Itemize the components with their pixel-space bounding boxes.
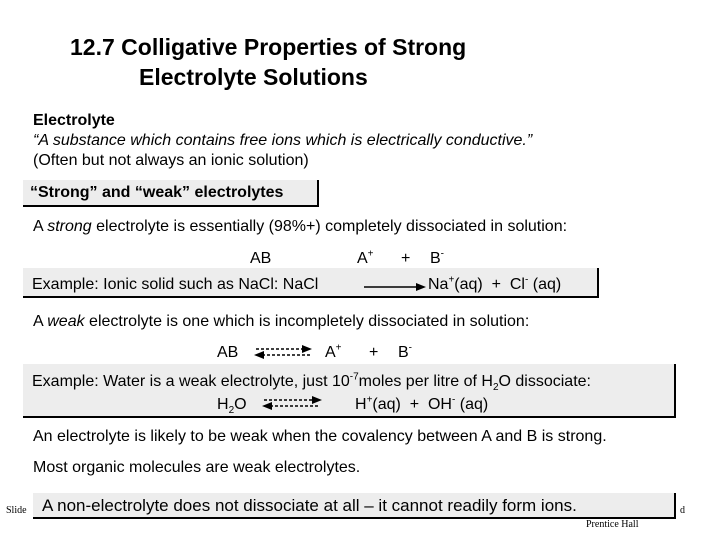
slide-title-line2: Electrolyte Solutions [139, 64, 368, 90]
strong-example-arrow [364, 281, 426, 293]
covalency-note: An electrolyte is likely to be weak when the covalency between A and B is strong. [33, 428, 607, 445]
weak-plus: + [369, 344, 379, 361]
weak-definition: A weak electrolyte is one which is incompletely dissociated in solution: [33, 313, 530, 330]
organic-note: Most organic molecules are weak electrolytes. [33, 459, 361, 476]
strong-reactant: AB [250, 250, 272, 267]
strong-definition: A strong electrolyte is essentially (98%+) completely dissociated in solution: [33, 218, 568, 235]
footer-publisher: Prentice Hall [586, 519, 639, 530]
footer-right-fragment: d [680, 505, 685, 516]
strong-example-products: Na+(aq) + Cl- (aq) [428, 274, 562, 293]
weak-reactant: AB [217, 344, 239, 361]
water-example-text: Example: Water is a weak electrolyte, just $10^{-7}moles$ per litre of $H_2O$ dissociate: [32, 371, 591, 394]
water-reactant: $H_2O$ [217, 396, 247, 417]
definition-note: (Often but not always an ionic solution) [33, 152, 309, 169]
definition-term: Electrolyte [33, 112, 115, 129]
slide-title: 12.7 Colligative Properties of Strong [70, 34, 467, 60]
footer-slide-label: Slide [6, 505, 27, 516]
weak-product-a: A+ [325, 342, 342, 361]
strong-example-label: Example: Ionic solid such as NaCl: NaCl [32, 276, 319, 293]
water-equilibrium-arrow [262, 395, 322, 411]
definition-quote: “A substance which contains free ions which is electrically conductive.” [33, 132, 533, 149]
weak-product-b: B- [398, 342, 413, 361]
non-electrolyte-text: A non-electrolyte does not dissociate at all – it cannot readily form ions. [42, 496, 577, 515]
section-heading: “Strong” and “weak” electrolytes [30, 184, 284, 201]
strong-product-b: B- [430, 248, 445, 267]
strong-plus: + [401, 250, 411, 267]
strong-product-a: A+ [357, 248, 374, 267]
water-products: H+(aq) + OH- (aq) [355, 394, 489, 413]
weak-equilibrium-arrow [254, 344, 312, 360]
